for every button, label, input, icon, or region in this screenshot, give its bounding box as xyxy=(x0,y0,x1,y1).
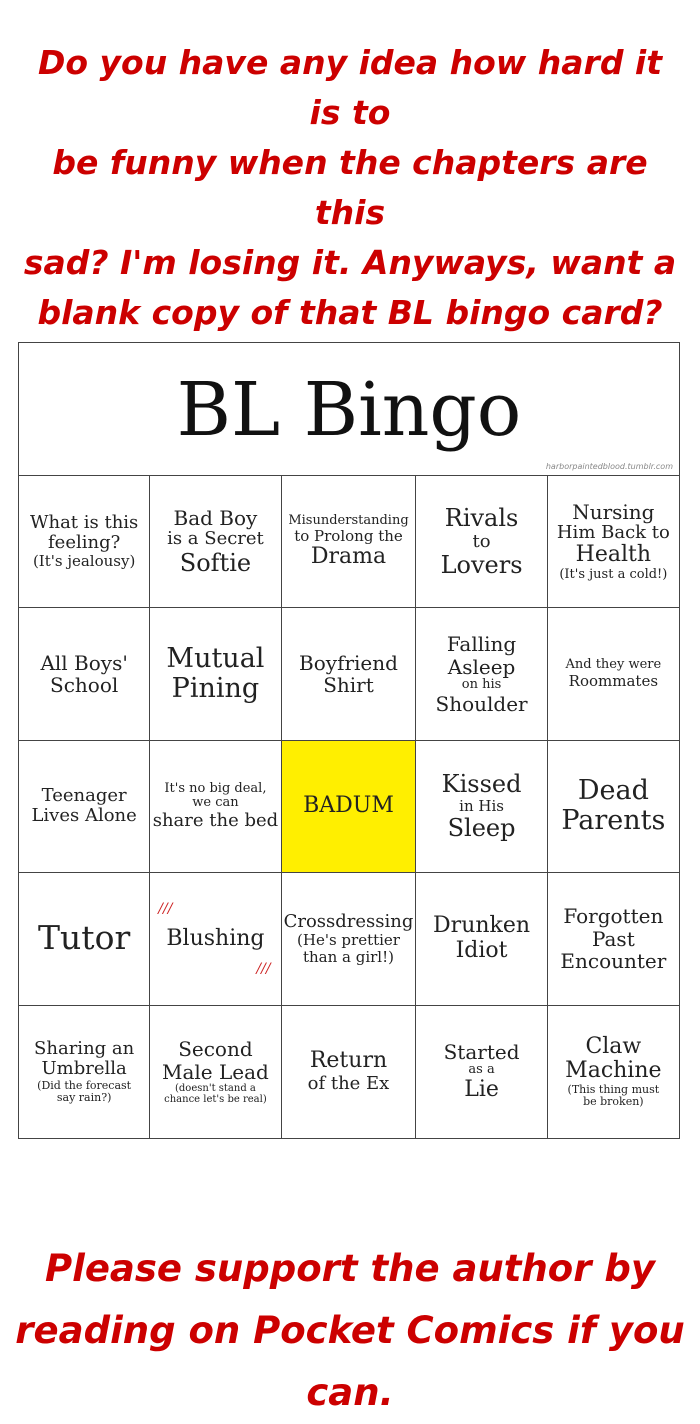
bingo-cell-roommates xyxy=(548,608,679,740)
cell-line: Parents xyxy=(561,805,666,837)
cell-line: Tutor xyxy=(38,918,131,958)
bingo-cell-started-as-lie xyxy=(416,1006,547,1138)
cell-line: in His xyxy=(459,797,504,816)
bingo-cell-all-boys-school xyxy=(19,608,150,740)
cell-line: And they were xyxy=(565,657,662,673)
cell-line: Shirt xyxy=(323,673,374,698)
bingo-cell-teenager-alone xyxy=(19,741,150,873)
bingo-cell-crossdressing xyxy=(282,873,417,1005)
cell-line: Boyfriend xyxy=(299,650,398,675)
cell-line: Him Back to xyxy=(556,522,670,544)
cell-line: (Did the forecast xyxy=(37,1078,132,1092)
cell-line: Claw xyxy=(585,1033,642,1059)
cell-line: be broken) xyxy=(583,1095,644,1109)
bingo-cell-claw-machine xyxy=(548,1006,679,1138)
cell-line: chance let's be real) xyxy=(164,1094,267,1106)
cell-line: Past xyxy=(591,926,635,951)
bottom-caption-line: Please support the author by xyxy=(45,1247,655,1290)
cell-line: Teenager xyxy=(41,785,127,807)
cell-line: is a Secret xyxy=(167,528,264,550)
cell-line: Umbrella xyxy=(41,1058,127,1080)
cell-line: All Boys' xyxy=(40,650,128,675)
cell-line: Kissed xyxy=(441,770,522,799)
cell-line: Second xyxy=(178,1037,253,1062)
cell-line: say rain?) xyxy=(56,1090,112,1104)
bingo-title-row xyxy=(19,343,679,476)
cell-line: Shoulder xyxy=(435,691,528,716)
cell-line: Health xyxy=(575,542,652,568)
cell-line: to xyxy=(472,530,491,552)
cell-line: (He's prettier xyxy=(297,931,400,950)
cell-line: Falling xyxy=(446,632,517,657)
cell-line: Started xyxy=(443,1040,520,1064)
cell-line: It's no big deal, xyxy=(164,780,267,796)
bingo-cell-forgotten-past xyxy=(548,873,679,1005)
cell-line: Dead xyxy=(577,775,649,807)
cell-line: of the Ex xyxy=(307,1073,390,1095)
cell-line: Male Lead xyxy=(162,1059,269,1084)
bingo-cell-rivals xyxy=(416,476,547,608)
cell-line: (This thing must xyxy=(567,1083,660,1097)
bingo-cell-mutual-pining xyxy=(150,608,281,740)
bingo-cell-bad-boy xyxy=(150,476,281,608)
cell-line: Softie xyxy=(179,548,252,577)
cell-line: Rivals xyxy=(444,503,519,532)
cell-line: feeling? xyxy=(48,532,121,554)
cell-line: Bad Boy xyxy=(173,505,258,530)
cell-line: share the bed xyxy=(152,809,279,831)
top-caption-line: Do you have any idea how hard it is to xyxy=(37,43,663,132)
top-caption-line: blank copy of that BL bingo card? xyxy=(37,293,663,332)
cell-line: What is this xyxy=(29,512,139,534)
cell-line: Misunderstanding xyxy=(288,512,409,528)
blush-marks: /// xyxy=(256,960,271,977)
bingo-cell-tutor xyxy=(19,873,150,1005)
bingo-cell-kissed-in-sleep xyxy=(416,741,547,873)
cell-line: Drunken xyxy=(433,913,531,939)
bingo-grid xyxy=(19,476,679,1138)
cell-line: Machine xyxy=(565,1058,662,1084)
cell-line: Lives Alone xyxy=(31,805,137,827)
bingo-card xyxy=(18,342,680,1139)
bingo-cell-falling-asleep xyxy=(416,608,547,740)
cell-line: (doesn't stand a xyxy=(175,1082,256,1094)
top-caption-line: be funny when the chapters are this xyxy=(52,143,648,232)
bingo-cell-free-space xyxy=(282,741,417,873)
cell-line: Drama xyxy=(310,544,387,570)
cell-line: Lie xyxy=(464,1076,499,1102)
bingo-cell-boyfriend-shirt xyxy=(282,608,417,740)
cell-line: Encounter xyxy=(560,949,667,974)
cell-line: Pining xyxy=(171,673,260,705)
bottom-caption xyxy=(0,1238,700,1424)
cell-line: Lovers xyxy=(440,550,523,579)
bingo-cell-nursing xyxy=(548,476,679,608)
cell-line: Blushing xyxy=(166,925,265,951)
cell-line: School xyxy=(50,673,119,698)
cell-line: (It's jealousy) xyxy=(32,552,136,571)
bingo-cell-jealousy xyxy=(19,476,150,608)
bottom-caption-line: reading on Pocket Comics if you can. xyxy=(15,1309,685,1414)
cell-line: as a xyxy=(468,1062,495,1078)
cell-line: BADUM xyxy=(303,793,394,819)
cell-line: Forgotten xyxy=(563,904,664,929)
cell-line: Crossdressing xyxy=(283,911,414,933)
cell-line: Sleep xyxy=(447,813,516,842)
cell-line: Roommates xyxy=(568,671,659,690)
blush-marks: /// xyxy=(158,901,173,918)
bingo-cell-return-ex xyxy=(282,1006,417,1138)
bingo-title: BL Bingo xyxy=(176,367,522,453)
bingo-cell-share-bed xyxy=(150,741,281,873)
bingo-cell-drunken-idiot xyxy=(416,873,547,1005)
bingo-cell-blushing xyxy=(150,873,281,1005)
top-caption-line: sad? I'm losing it. Anyways, want a xyxy=(23,243,677,282)
cell-line: Asleep xyxy=(447,654,516,679)
cell-line: (It's just a cold!) xyxy=(559,567,668,582)
cell-line: Return xyxy=(309,1048,388,1074)
cell-line: Nursing xyxy=(572,499,655,524)
cell-line: on his xyxy=(461,677,502,693)
bingo-cell-second-lead xyxy=(150,1006,281,1138)
top-caption xyxy=(0,38,700,338)
cell-line: than a girl!) xyxy=(302,947,394,966)
bingo-cell-dead-parents xyxy=(548,741,679,873)
cell-line: to Prolong the xyxy=(294,527,403,546)
cell-line: Idiot xyxy=(455,937,508,963)
cell-line: Mutual xyxy=(166,642,265,674)
bingo-cell-umbrella xyxy=(19,1006,150,1138)
cell-line: we can xyxy=(192,795,239,811)
cell-line: Sharing an xyxy=(34,1038,135,1060)
credit-text: harborpaintedblood.tumblr.com xyxy=(545,462,673,471)
bingo-cell-misunderstanding xyxy=(282,476,417,608)
